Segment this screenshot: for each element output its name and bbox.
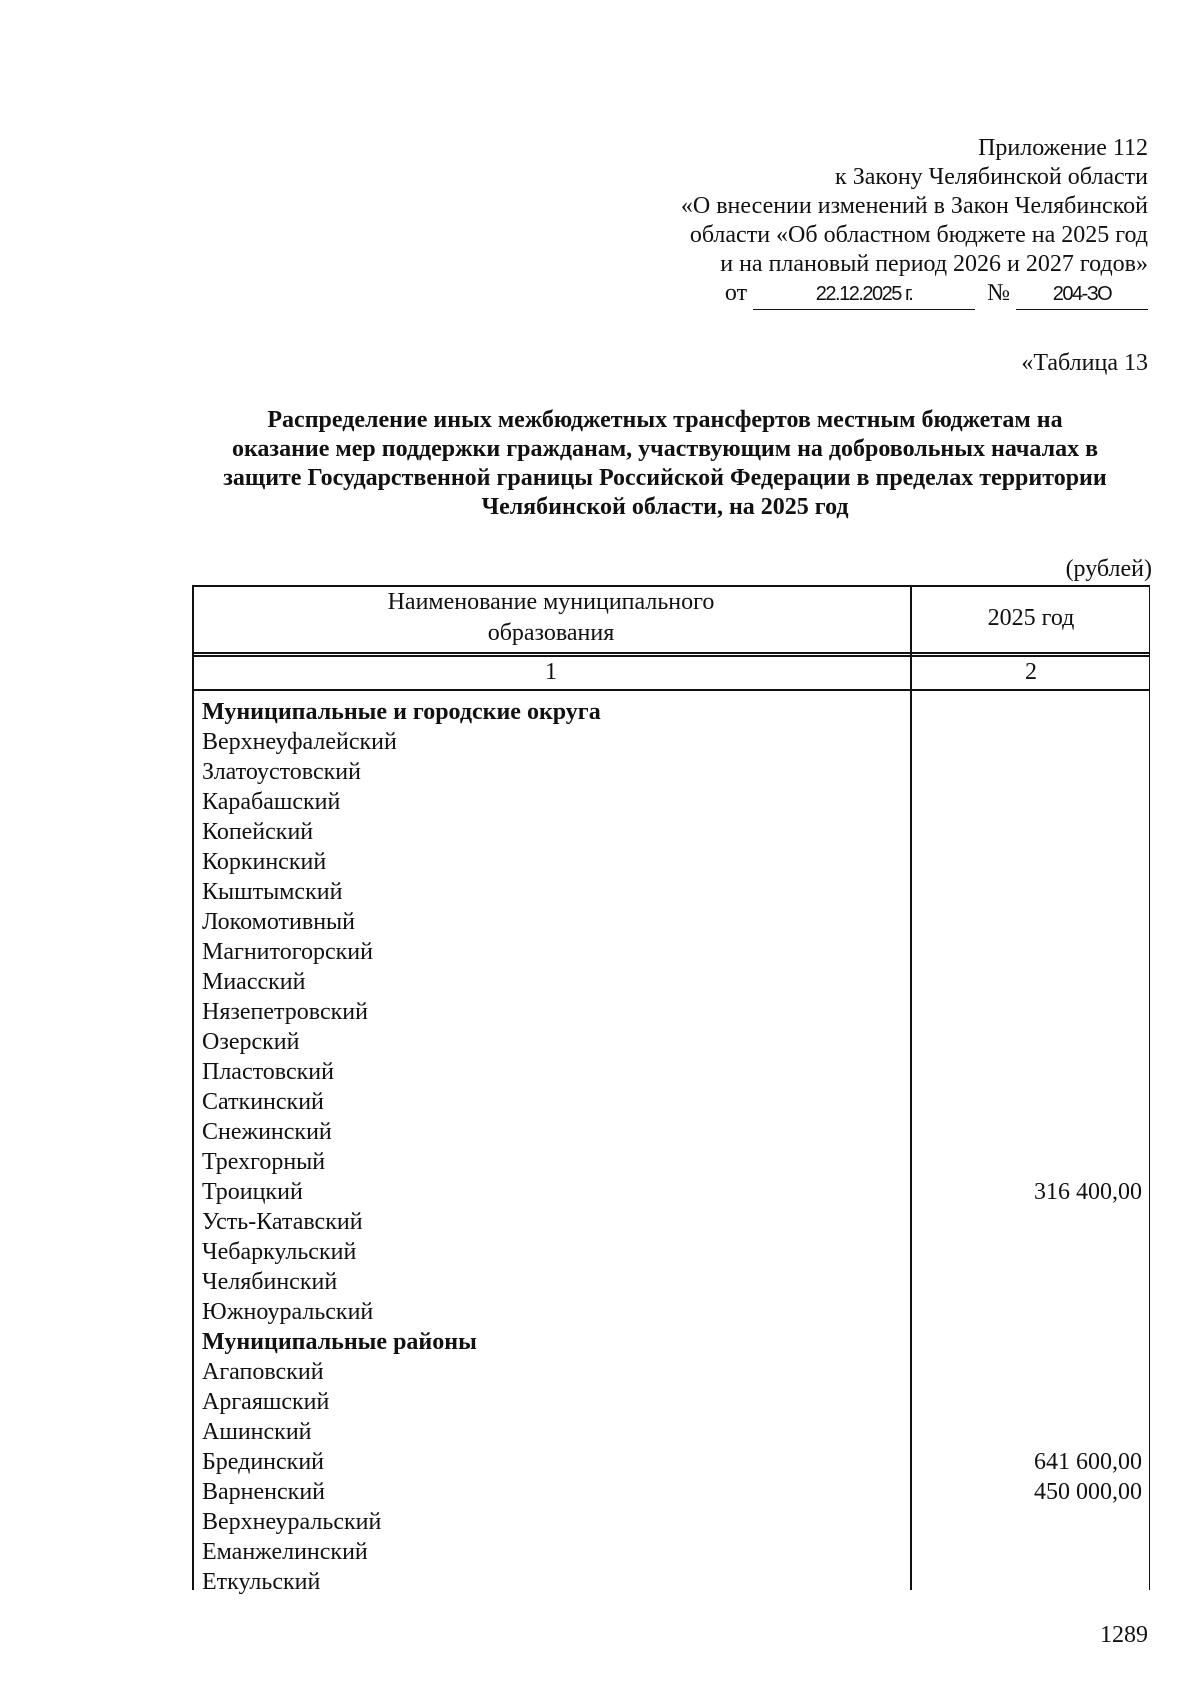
appendix-law-title-2: области «Об областном бюджете на 2025 год <box>689 222 1148 248</box>
table-row <box>202 1357 1142 1387</box>
table-row <box>202 1537 1142 1567</box>
table-row <box>202 1087 1142 1117</box>
appendix-law-ref: к Закону Челябинской области <box>835 164 1148 190</box>
table-body <box>202 697 1142 1597</box>
column-number-2: 2 <box>1025 659 1037 685</box>
document-title <box>170 406 1160 522</box>
header-divider <box>192 652 1150 654</box>
title-line: Челябинской области, на 2025 год <box>481 494 849 520</box>
table-border-right <box>1149 585 1151 1590</box>
table-row <box>202 727 1142 757</box>
table-row <box>202 1507 1142 1537</box>
table-row <box>202 877 1142 907</box>
municipality-name: Варненский <box>202 1479 325 1505</box>
table-row <box>202 967 1142 997</box>
table-row <box>202 1567 1142 1597</box>
municipality-name: Коркинский <box>202 849 327 875</box>
municipality-name: Еткульский <box>202 1569 321 1595</box>
table-row <box>202 817 1142 847</box>
table-group-row <box>202 1327 1142 1357</box>
table-row <box>202 1417 1142 1447</box>
municipality-name: Челябинский <box>202 1269 338 1295</box>
table-group-row <box>202 697 1142 727</box>
column-header-name-line: Наименование муниципального <box>387 589 715 615</box>
units-label: (рублей) <box>1065 556 1152 582</box>
table-row <box>202 1177 1142 1207</box>
table-row <box>202 1447 1142 1477</box>
title-line: Распределение иных межбюджетных трансфертов местным бюджетам на <box>267 407 1063 433</box>
appendix-header <box>681 134 1148 279</box>
number-label: № <box>987 280 1010 306</box>
municipality-name: Миасский <box>202 969 306 995</box>
municipality-name: Агаповский <box>202 1359 324 1385</box>
page-number: 1289 <box>1100 1622 1148 1648</box>
municipality-name: Кыштымский <box>202 879 343 905</box>
municipality-name: Верхнеуральский <box>202 1509 382 1535</box>
appendix-law-title-3: и на плановый период 2026 и 2027 годов» <box>720 251 1148 277</box>
column-header-name <box>192 587 910 649</box>
appendix-law-title-1: «О внесении изменений в Закон Челябинской <box>680 193 1148 219</box>
distribution-table <box>192 585 1150 1595</box>
municipality-name: Озерский <box>202 1029 300 1055</box>
table-row <box>202 1387 1142 1417</box>
municipality-name: Троицкий <box>202 1179 303 1205</box>
column-header-year-line: 2025 год <box>987 605 1075 631</box>
column-header-name-line: образования <box>487 620 615 646</box>
municipality-name: Ашинский <box>202 1419 312 1445</box>
table-border-left <box>192 585 194 1590</box>
group-name: Муниципальные и городские округа <box>202 699 601 725</box>
municipality-name: Южноуральский <box>202 1299 374 1325</box>
amount-value: 641 600,00 <box>1034 1449 1142 1475</box>
table-row <box>202 1027 1142 1057</box>
amount-value: 316 400,00 <box>1034 1179 1142 1205</box>
municipality-name: Магнитогорский <box>202 939 373 965</box>
title-line: оказание мер поддержки гражданам, участвующим на добровольных началах в <box>231 436 1099 462</box>
table-row <box>202 847 1142 877</box>
table-row <box>202 1477 1142 1507</box>
group-name: Муниципальные районы <box>202 1329 477 1355</box>
table-row <box>202 1267 1142 1297</box>
municipality-name: Пластовский <box>202 1059 334 1085</box>
law-date-number-line <box>725 279 1148 310</box>
appendix-number: Приложение 112 <box>978 135 1148 161</box>
table-row <box>202 1057 1142 1087</box>
number-row-divider <box>192 689 1150 691</box>
column-number-1: 1 <box>545 659 557 685</box>
table-row <box>202 1117 1142 1147</box>
municipality-name: Еманжелинский <box>202 1539 368 1565</box>
table-row <box>202 757 1142 787</box>
table-row <box>202 1207 1142 1237</box>
municipality-name: Златоустовский <box>202 759 361 785</box>
table-row <box>202 937 1142 967</box>
municipality-name: Чебаркульский <box>202 1239 357 1265</box>
table-row <box>202 1237 1142 1267</box>
municipality-name: Нязепетровский <box>202 999 368 1025</box>
municipality-name: Брединский <box>202 1449 325 1475</box>
law-date: 22.12.2025 г. <box>753 280 975 310</box>
table-label: «Таблица 13 <box>1021 350 1148 376</box>
municipality-name: Усть-Катавский <box>202 1209 363 1235</box>
municipality-name: Копейский <box>202 819 314 845</box>
municipality-name: Снежинский <box>202 1119 332 1145</box>
title-line: защите Государственной границы Российской Федерации в пределах территории <box>223 465 1107 491</box>
law-number: 204-ЗО <box>1016 280 1148 310</box>
from-label: от <box>724 280 748 306</box>
municipality-name: Саткинский <box>202 1089 324 1115</box>
municipality-name: Трехгорный <box>202 1149 326 1175</box>
municipality-name: Локомотивный <box>202 909 356 935</box>
municipality-name: Карабашский <box>202 789 341 815</box>
table-row <box>202 907 1142 937</box>
table-row <box>202 787 1142 817</box>
table-row <box>202 997 1142 1027</box>
municipality-name: Верхнеуфалейский <box>202 729 397 755</box>
table-row <box>202 1147 1142 1177</box>
amount-value: 450 000,00 <box>1034 1479 1142 1505</box>
municipality-name: Аргаяшский <box>202 1389 330 1415</box>
column-header-year <box>912 603 1150 634</box>
table-row <box>202 1297 1142 1327</box>
